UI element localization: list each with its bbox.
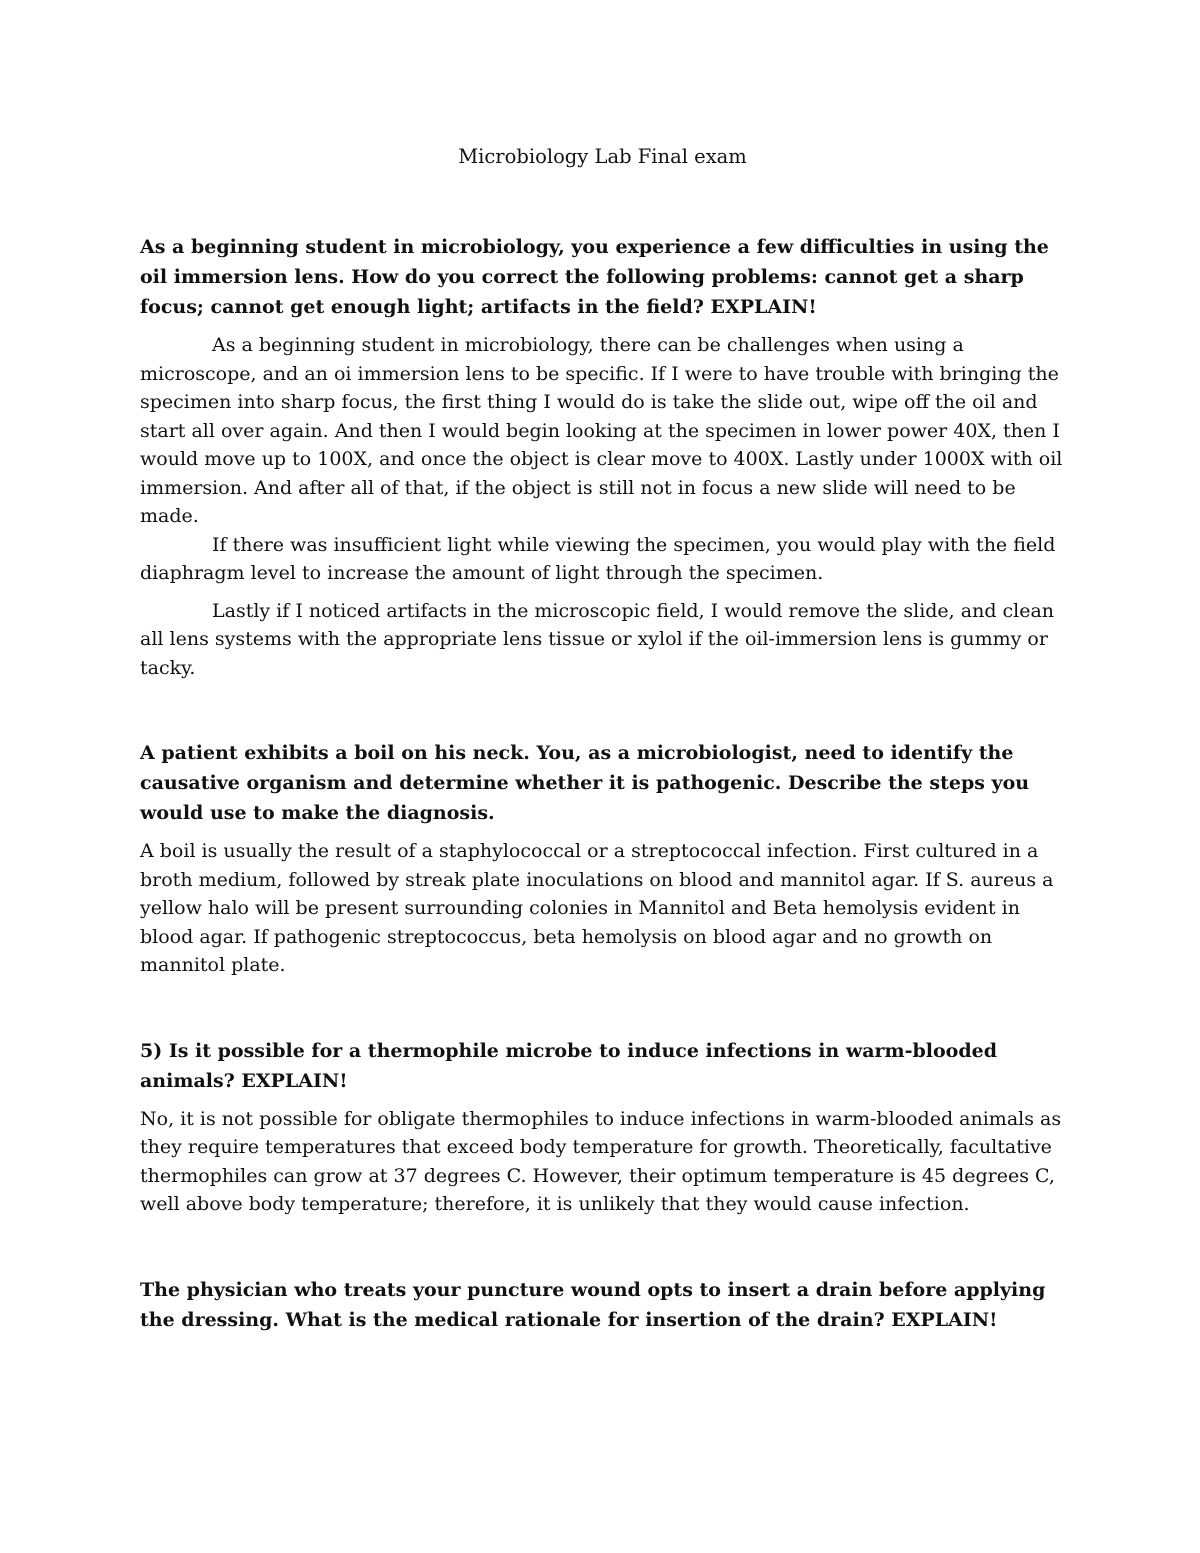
document-title: Microbiology Lab Final exam bbox=[458, 145, 747, 168]
answer-insufficient-light: If there was insufficient light while viewing the specimen, you would play with the field diaphragm level to increase the amount of light through the specimen. bbox=[140, 533, 1056, 584]
question-puncture-drain: The physician who treats your puncture wound opts to insert a drain before applying the dressing. What is the medical rationale for insertion of the drain? EXPLAIN! bbox=[140, 1278, 1046, 1331]
answer-sharp-focus: As a beginning student in microbiology, there can be challenges when using a microscope, and an oi immersion lens to be specific. If I were to have trouble with bringing the specimen into sharp focus, the first thing I would do is take the slide out, wipe off the oil and start all over again. And then I would begin looking at the specimen in lower power 40X, then I would move up to 100X, and once the object is clear move to 400X. Lastly under 1000X with oil immersion. And after all of that, if the object is still not in focus a new slide will need to be made. bbox=[140, 334, 1063, 527]
answer-boil-diagnosis: A boil is usually the result of a staphylococcal or a streptococcal infection. First cultured in a broth medium, followed by streak plate inoculations on blood and mannitol agar. If S. aureus a yellow halo will be present surrounding colonies in Mannitol and Beta hemolysis evident in blood agar. If pathogenic streptococcus, beta hemolysis on blood agar and no growth on mannitol plate. bbox=[140, 840, 1054, 976]
question-boil-diagnosis: A patient exhibits a boil on his neck. You, as a microbiologist, need to identify the causative organism and determine whether it is pathogenic. Describe the steps you would use to make the diagnosis. bbox=[140, 742, 1030, 824]
question-oil-immersion: As a beginning student in microbiology, you experience a few difficulties in using the oil immersion lens. How do you correct the following problems: cannot get a sharp focus; cannot get enough light; artifacts in the field? EXPLAIN! bbox=[140, 236, 1049, 318]
document-body bbox=[140, 142, 1065, 1344]
answer-artifacts: Lastly if I noticed artifacts in the microscopic field, I would remove the slide, and clean all lens systems with the appropriate lens tissue or xylol if the oil-immersion lens is gummy or tacky. bbox=[140, 599, 1055, 679]
answer-thermophile: No, it is not possible for obligate thermophiles to induce infections in warm-blooded animals as they require temperatures that exceed body temperature for growth. Theoretically, facultative thermophiles can grow at 37 degrees C. However, their optimum temperature is 45 degrees C, well above body temperature; therefore, it is unlikely that they would cause infection. bbox=[140, 1107, 1062, 1215]
question-thermophile: 5) Is it possible for a thermophile microbe to induce infections in warm-blooded animals? EXPLAIN! bbox=[140, 1039, 998, 1092]
